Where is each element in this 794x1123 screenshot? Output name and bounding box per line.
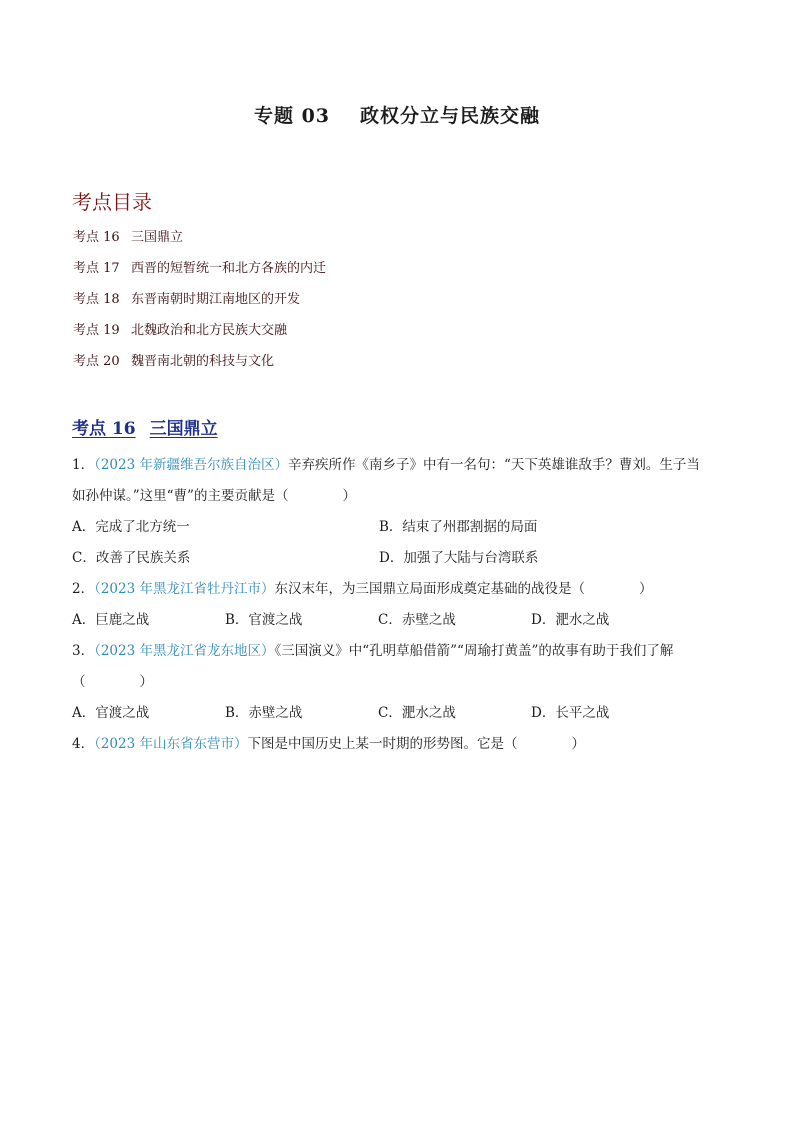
question-1-options-row-1 (72, 512, 537, 543)
question-source: （2023 年黑龙江省龙东地区） (94, 643, 275, 659)
toc-item-text: 三国鼎立 (131, 230, 184, 245)
option-d[interactable]: D．加强了大陆与台湾联系 (379, 550, 539, 566)
question-3 (72, 636, 732, 698)
toc-item[interactable] (73, 288, 326, 319)
section-name: 三国鼎立 (149, 419, 218, 439)
toc-item[interactable] (73, 350, 326, 381)
toc-list (73, 226, 326, 381)
question-number: 2． (72, 581, 95, 597)
question-1 (72, 450, 732, 512)
option-b[interactable]: B．赤壁之战 (225, 705, 303, 721)
toc-item-text: 北魏政治和北方民族大交融 (131, 323, 288, 338)
option-c[interactable]: C．改善了民族关系 (72, 550, 191, 566)
option-d[interactable]: D．淝水之战 (531, 612, 610, 628)
toc-item-code: 考点 17 (73, 261, 120, 276)
option-c[interactable]: C．淝水之战 (378, 705, 456, 721)
option-c[interactable]: C．赤壁之战 (378, 612, 456, 628)
question-text: 《三国演义》中“孔明草船借箭”“周瑜打黄盖”的故事有助于我们了解 (274, 643, 674, 659)
question-source: （2023 年山东省东营市） (94, 736, 248, 752)
toc-item[interactable] (73, 226, 326, 257)
toc-item[interactable] (73, 257, 326, 288)
toc-item-code: 考点 20 (73, 354, 120, 369)
option-b[interactable]: B．结束了州郡割据的局面 (379, 519, 538, 535)
question-2 (72, 574, 732, 605)
question-text-continued: （ ） (72, 674, 153, 690)
title-subject: 政权分立与民族交融 (360, 105, 541, 127)
toc-item-text: 西晋的短暂统一和北方各族的内迁 (131, 261, 327, 276)
question-text: 下图是中国历史上某一时期的形势图。它是（ ） (247, 736, 585, 752)
option-d[interactable]: D．长平之战 (531, 705, 610, 721)
option-a[interactable]: A．官渡之战 (72, 705, 150, 721)
toc-item-code: 考点 16 (73, 230, 120, 245)
page-title (0, 101, 794, 128)
toc-item[interactable] (73, 319, 326, 350)
toc-item-text: 魏晋南北朝的科技与文化 (131, 354, 275, 369)
title-label: 专题 03 (253, 105, 331, 127)
toc-item-code: 考点 18 (73, 292, 120, 307)
question-number: 1． (72, 457, 95, 473)
toc-item-text: 东晋南朝时期江南地区的开发 (131, 292, 301, 307)
question-text: 辛弃疾所作《南乡子》中有一名句：“天下英雄谁敌手？曹刘。生子当 (288, 457, 700, 473)
question-3-options (72, 698, 609, 729)
section-heading (72, 414, 218, 439)
question-text: 东汉末年，为三国鼎立局面形成奠定基础的战役是（ ） (274, 581, 653, 597)
option-b[interactable]: B．官渡之战 (225, 612, 303, 628)
question-source: （2023 年黑龙江省牡丹江市） (94, 581, 275, 597)
question-2-options (72, 605, 609, 636)
question-1-options-row-2 (72, 543, 538, 574)
option-a[interactable]: A．完成了北方统一 (72, 519, 190, 535)
toc-heading: 考点目录 (72, 190, 152, 214)
section-code: 考点 16 (72, 419, 136, 439)
question-number: 4． (72, 736, 95, 752)
option-a[interactable]: A．巨鹿之战 (72, 612, 150, 628)
toc-item-code: 考点 19 (73, 323, 120, 338)
question-4 (72, 729, 732, 760)
question-number: 3． (72, 643, 95, 659)
question-text-continued: 如孙仲谋。”这里“曹”的主要贡献是（ ） (72, 488, 356, 504)
question-source: （2023 年新疆维吾尔族自治区） (94, 457, 288, 473)
